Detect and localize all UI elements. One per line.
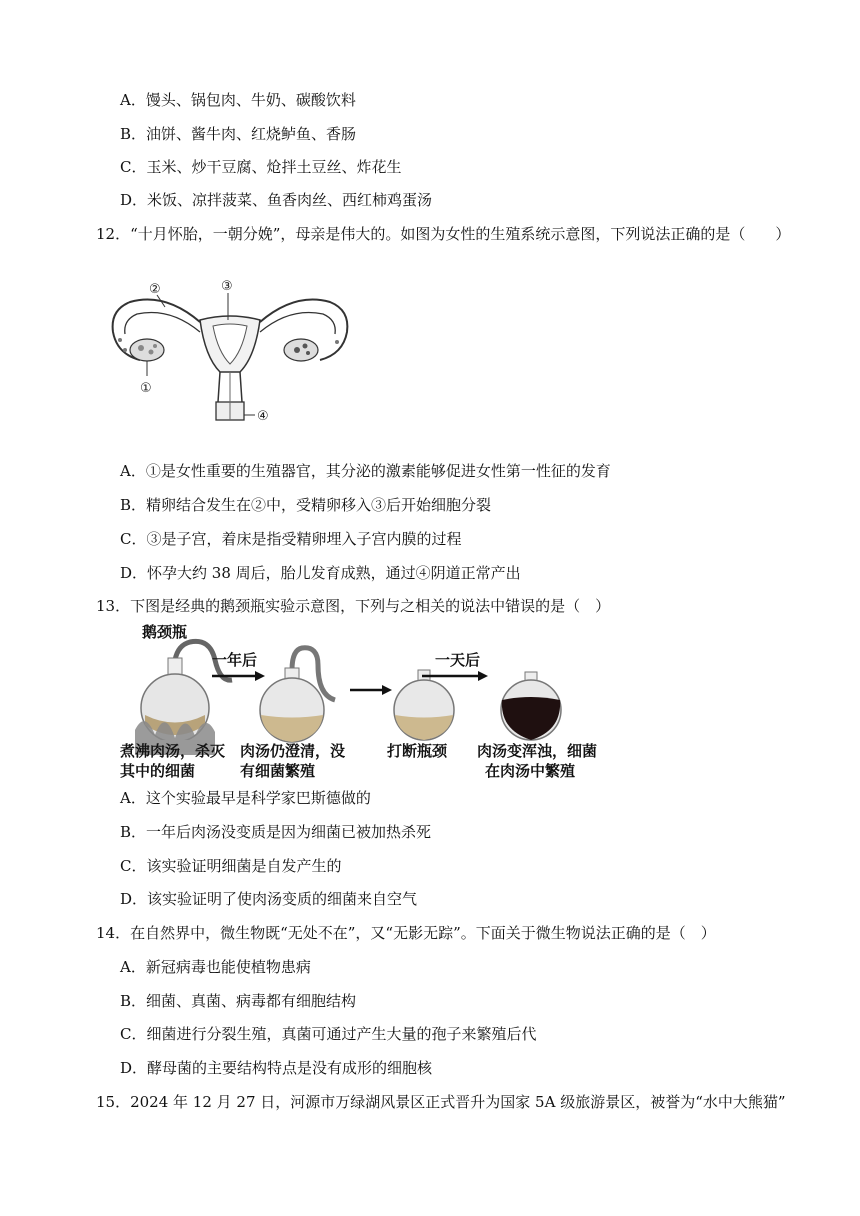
arrow-label-one-year: 一年后 (212, 651, 258, 669)
figure-label-uterus: ③ (221, 279, 233, 294)
q12-option-d: D．怀孕大约 38 周后，胎儿发育成熟，通过④阴道正常产出 (120, 564, 521, 582)
q12-option-b: B．精卵结合发生在②中，受精卵移入③后开始细胞分裂 (120, 496, 492, 514)
caption-clear-2: 有细菌繁殖 (240, 762, 316, 780)
q13-option-b: B．一年后肉汤没变质是因为细菌已被加热杀死 (120, 823, 432, 841)
q12-option-a: A．①是女性重要的生殖器官，其分泌的激素能够促进女性第一性征的发育 (120, 462, 611, 480)
caption-turbid-1: 肉汤变浑浊，细菌 (477, 742, 598, 760)
q11-option-a: A．馒头、锅包肉、牛奶、碳酸饮料 (120, 91, 356, 109)
q14-stem: 14．在自然界中，微生物既“无处不在”，又“无影无踪”。下面关于微生物说法正确的是（ ） (96, 924, 716, 942)
figure-label-oviduct: ② (149, 282, 161, 297)
q14-option-d: D．酵母菌的主要结构特点是没有成形的细胞核 (120, 1059, 433, 1077)
q14-option-c: C．细菌进行分裂生殖，真菌可通过产生大量的孢子来繁殖后代 (120, 1025, 537, 1043)
q15-stem: 15．2024 年 12 月 27 日，河源市万绿湖风景区正式晋升为国家 5A 级旅游景区，被誉为“水中大熊猫” (96, 1093, 786, 1111)
caption-clear-1: 肉汤仍澄清，没 (240, 742, 346, 760)
q14-option-b: B．细菌、真菌、病毒都有细胞结构 (120, 992, 357, 1010)
q13-option-c: C．该实验证明细菌是自发产生的 (120, 857, 342, 875)
figure-label-ovary: ① (140, 381, 152, 396)
figure-title: 鹅颈瓶 (142, 623, 188, 641)
q12-option-c: C．③是子宫，着床是指受精卵埋入子宫内膜的过程 (120, 530, 462, 548)
q11-option-b: B．油饼、酱牛肉、红烧鲈鱼、香肠 (120, 125, 357, 143)
q13-option-d: D．该实验证明了使肉汤变质的细菌来自空气 (120, 890, 418, 908)
q11-option-d: D．米饭、凉拌菠菜、鱼香肉丝、西红柿鸡蛋汤 (120, 191, 433, 209)
q14-option-a: A．新冠病毒也能使植物患病 (120, 958, 311, 976)
figure-label-vagina: ④ (257, 409, 269, 424)
caption-boil-1: 煮沸肉汤，杀灭 (120, 742, 226, 760)
caption-turbid-2: 在肉汤中繁殖 (485, 762, 576, 780)
caption-break-neck: 打断瓶颈 (387, 742, 448, 760)
female-reproductive-system-figure (105, 272, 355, 432)
arrow-label-one-day: 一天后 (435, 651, 481, 669)
caption-boil-2: 其中的细菌 (120, 762, 196, 780)
q12-stem: 12．“十月怀胎，一朝分娩”，母亲是伟大的。如图为女性的生殖系统示意图，下列说法正确的是（ ） (96, 225, 791, 243)
q13-stem: 13．下图是经典的鹅颈瓶实验示意图，下列与之相关的说法中错误的是（ ） (96, 597, 611, 615)
q13-option-a: A．这个实验最早是科学家巴斯德做的 (120, 789, 371, 807)
swan-neck-flask-figure (120, 620, 650, 785)
q11-option-c: C．玉米、炒干豆腐、炝拌土豆丝、炸花生 (120, 158, 402, 176)
